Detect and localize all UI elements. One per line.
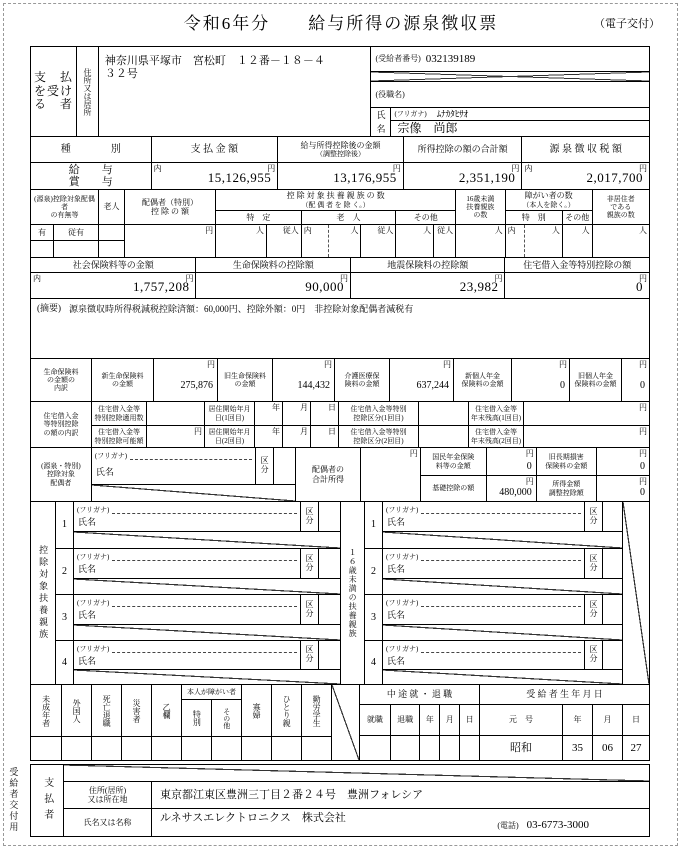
payee-id-block — [370, 47, 649, 136]
old-damage-value: 円 0 — [596, 448, 649, 475]
remarks-row — [31, 298, 649, 358]
old-life-label: 旧生命保険料 の金額 — [217, 359, 272, 401]
under16-row-1: 1 (フリガナ) 氏名 区 分 — [365, 502, 622, 548]
spouse-flag-label: (源泉)控除対象配偶者 の有無等 — [34, 194, 95, 220]
specific-secondary-count: 従人 — [266, 225, 301, 257]
dependents-section — [31, 501, 649, 684]
spouse-income-label: 配偶者の 合計所得 — [295, 448, 360, 501]
foreigner-header: 外国人 — [72, 698, 82, 723]
disaster-value — [122, 736, 151, 760]
mid-year-value — [419, 736, 439, 760]
col-withholding-tax-header: 源 泉 徴 収 税 額 — [521, 137, 649, 162]
payer-box — [30, 764, 650, 837]
mid-day-value — [459, 736, 479, 760]
new-life-cell: 円 275,876 — [153, 359, 217, 401]
new-life-amount: 275,876 — [180, 379, 213, 391]
quake-insurance-cell: 円 23,982 — [351, 272, 505, 298]
payee-name-field — [371, 107, 649, 136]
payee-address-label: 住所又は居所 — [76, 47, 98, 136]
dependent-row-2: 2 (フリガナ) 氏名 区 分 — [56, 548, 340, 594]
has-spouse-value — [31, 241, 53, 257]
spouse-deduction-label: 配偶者（特別） 控 除 の 額 — [142, 197, 199, 216]
spouse-kubun: 区 分 — [255, 448, 273, 484]
minor-value — [31, 736, 61, 760]
housing-apply-count — [146, 402, 204, 425]
housing-deduction-label: 住宅借入金等特別控除の額 — [523, 259, 632, 270]
disabled-special-uchi: 内 — [506, 225, 526, 257]
housing-deduction-amount: 0 — [636, 279, 643, 295]
new-pension-amount: 0 — [560, 379, 565, 391]
col-after-deduction-header: 給与所得控除後の金額 （調整控除後） — [277, 137, 403, 162]
old-pension-label: 旧個人年金 保険料の金額 — [569, 359, 621, 401]
life-insurance-label: 生命保険料の控除額 — [232, 259, 314, 270]
spouse-row — [31, 447, 649, 501]
nonresident-count: 人 — [593, 224, 649, 257]
disabled-special-header: 特 別 — [521, 212, 546, 222]
basic-deduction-label: 基礎控除の額 — [432, 484, 475, 493]
elderly-secondary-count: 従人 — [360, 225, 395, 257]
income-adjust-label: 所得金額 調整控除額 — [536, 476, 596, 501]
payer-address: 東京都江東区豊洲三丁目２番２４号 豊洲フォレシア — [160, 788, 424, 801]
elderly-count: 人 — [350, 226, 359, 235]
mid-month-value — [439, 736, 459, 760]
housing-row-2: 住宅借入金等 特別控除可能額 円 居住開始年月 日(2回目) 年 月 日 住宅借入金等特別 控除区分(2回目) 住宅借入金等 年末残高(2回目) 円 — [91, 425, 649, 447]
elderly-uchi-count: 内 — [301, 225, 329, 257]
after-deduction-amount: 13,176,955 — [333, 170, 397, 186]
payee-role-label: 支 払 を受け る 者 — [33, 69, 73, 112]
payee-name: 宗像 尚郎 — [397, 120, 458, 135]
spouse-flag-block — [31, 190, 124, 257]
leave-value — [390, 736, 420, 760]
under16-row-3: 3 (フリガナ) 氏名 区 分 — [365, 594, 622, 640]
deduction-total-amount: 2,351,190 — [458, 170, 516, 186]
dependents-left-title: 控除対象扶養親族 — [31, 502, 56, 684]
care-medical-label: 介護医療保 険料の金額 — [334, 359, 389, 401]
disabled-title: 障がい者の数 （本人を除く。） — [522, 191, 575, 209]
payer-address-label: 住所(居所) 又は所在地 — [64, 782, 152, 808]
remarks-text: 源泉徴収時所得税減税控除済額：60,000円、控除外額：0円 非控除対象配偶者減税有 — [69, 304, 414, 314]
mid-employment-block: 中 途 就 ・ 退 職 就職 退職 年 月 日 — [359, 685, 479, 760]
life-insurance-amount: 90,000 — [305, 279, 344, 295]
life-detail-row — [31, 358, 649, 401]
spouse-income-value: 円 — [360, 448, 420, 501]
remarks-label: (摘要) — [37, 303, 61, 313]
pay-amount: 15,126,955 — [207, 170, 272, 186]
pay-type: 給 与 賞 与 — [68, 163, 113, 188]
self-disabled-other-value — [211, 737, 241, 760]
withholding-tax-amount: 2,017,700 — [586, 170, 643, 186]
payer-name-label: 氏名又は名称 — [64, 809, 152, 836]
birth-month: 06 — [592, 736, 622, 760]
col-amount-header: 支 払 金 額 — [151, 137, 278, 162]
minor-header: 未成年者 — [41, 694, 51, 727]
under16-left-title: １６歳未満の扶養親族 — [340, 502, 364, 684]
payer-phone: (電話) 03-6773-3000 — [497, 818, 589, 831]
otsu-value — [152, 736, 181, 760]
birth-era: 昭和 — [510, 741, 532, 754]
national-pension-value: 円 0 — [486, 448, 536, 475]
nonresident-label: 非居住者 である 親族の数 — [606, 194, 635, 220]
old-life-amount: 144,432 — [297, 379, 330, 391]
payer-name-row — [64, 808, 649, 836]
under16-row-2: 2 (フリガナ) 氏名 区 分 — [365, 548, 622, 594]
nonresident-block — [592, 190, 649, 257]
widow-header: 寡婦 — [252, 702, 262, 719]
life-insurance-cell: 円 90,000 — [196, 272, 350, 298]
social-insurance-amount: 1,757,208 — [132, 279, 190, 295]
other-secondary-count: 従人 — [433, 225, 455, 257]
spouse-name-block: (フリガナ) 氏名 区 分 — [91, 448, 295, 501]
self-disabled-other-header: その他 — [211, 700, 241, 736]
payee-address: 神奈川県平塚市 宮松町 １２番－１８－４ ３２号 — [98, 47, 371, 136]
recipient-copy-label: 受給者交付用 — [8, 767, 19, 833]
housing-possible-amount: 円 — [146, 426, 204, 447]
self-disabled-special-value — [182, 737, 211, 760]
under16-row-4: 4 (フリガナ) 氏名 区 分 — [365, 640, 622, 684]
under16-block — [455, 190, 505, 257]
widow-value — [242, 736, 271, 760]
disabled-other-count: 人 — [562, 225, 592, 257]
flags-row — [31, 684, 649, 760]
basic-deduction-value: 円 480,000 — [486, 476, 536, 501]
single-parent-header: ひとり親 — [282, 694, 292, 727]
birth-year: 35 — [562, 736, 592, 760]
personal-number-struck-field — [371, 71, 649, 81]
death-retire-value — [92, 736, 121, 760]
self-disabled-header: 本人が障がい者 — [182, 685, 241, 700]
new-pension-label: 新個人年金 保険料の金額 — [453, 359, 511, 401]
counts-row — [31, 189, 649, 257]
social-insurance-label: 社会保険料等の金額 — [72, 259, 154, 270]
mid-employment-header: 中 途 就 ・ 退 職 — [360, 685, 479, 705]
disabled-block — [505, 190, 592, 257]
other-header: その他 — [395, 211, 455, 224]
new-pension-cell: 円 0 — [511, 359, 569, 401]
flags-unused-cell — [331, 685, 359, 760]
death-retire-header: 死亡退職 — [102, 694, 112, 727]
disabled-special-count: 人 — [551, 226, 560, 235]
electronic-delivery-note: （電子交付） — [594, 18, 660, 30]
after-deduction-cell: 円 13,176,955 — [277, 163, 403, 189]
name-label: 氏 名 — [371, 108, 391, 136]
withholding-tax-cell: 内 円 2,017,700 — [521, 163, 649, 189]
elderly-header: 老 人 — [301, 211, 396, 224]
join-value — [360, 736, 390, 760]
life-detail-section-label: 生命保険料 の金額の 内訳 — [43, 367, 79, 393]
dependent-row-3: 3 (フリガナ) 氏名 区 分 — [56, 594, 340, 640]
payer-number-struck-field — [64, 765, 649, 781]
birthdate-block: 受 給 者 生 年 月 日 元 号 年 月 日 昭和 35 06 27 — [479, 685, 649, 760]
payer-name: ルネサスエレクトロニクス 株式会社 — [160, 812, 346, 824]
housing-detail-row — [31, 401, 649, 447]
under16-label: 16歳未満 扶養親族 の数 — [466, 194, 495, 220]
spouse-name-strike — [92, 484, 295, 501]
single-parent-value — [272, 736, 301, 760]
position-field: (役職名) — [371, 81, 649, 107]
payee-furigana: (フリガナ) ﾑﾅｶﾀﾋｻｵ — [391, 108, 649, 121]
spouse-deduction-value: 円 — [125, 224, 215, 257]
col-type-header: 種 別 — [60, 143, 121, 155]
social-insurance-cell: 内 円 1,757,208 — [31, 272, 195, 298]
foreigner-value — [62, 736, 91, 760]
specific-count: 人 — [255, 226, 264, 235]
other-count: 人 — [395, 225, 433, 257]
payee-header-row — [31, 47, 649, 136]
spouse-elderly-value — [98, 241, 124, 257]
dependent-row-4: 4 (フリガナ) 氏名 区 分 — [56, 640, 340, 684]
working-student-value — [302, 736, 331, 760]
old-damage-label: 旧長期損害 保険料の金額 — [536, 448, 596, 475]
disabled-other-header: その他 — [562, 211, 592, 224]
income-adjust-value: 円 0 — [596, 476, 649, 501]
otsu-header: 乙欄 — [162, 702, 172, 719]
new-life-label: 新生命保険料 の金額 — [91, 359, 153, 401]
care-medical-amount: 637,244 — [416, 379, 449, 391]
dependents-count-block — [215, 190, 455, 257]
old-pension-amount: 0 — [640, 379, 645, 391]
specific-header: 特 定 — [246, 212, 271, 222]
col-deduction-total-header: 所得控除の額の合計額 — [403, 137, 522, 162]
secondary-has-spouse-value — [53, 241, 98, 257]
deduction-total-cell: 円 2,351,190 — [403, 163, 522, 189]
self-disabled-special-header: 特別 — [192, 710, 202, 726]
spouse-deduction-block — [124, 190, 215, 257]
old-pension-cell: 円 0 — [621, 359, 649, 401]
secondary-has-spouse-header: 従有 — [53, 225, 98, 240]
payer-section-label: 支払者 — [41, 776, 53, 825]
housing-row-1: 住宅借入金等 特別控除適用数 居住開始年月 日(1回目) 年 月 日 住宅借入金等特別 控除区分(1回目) 住宅借入金等 年末残高(1回目) 円 — [91, 402, 649, 425]
spouse-section-label: (源泉・特別) 控除対象 配偶者 — [41, 462, 81, 487]
quake-insurance-amount: 23,982 — [459, 279, 499, 295]
old-life-cell: 円 144,432 — [272, 359, 334, 401]
self-disabled-block — [181, 685, 241, 760]
spouse-name-label: 氏名 — [95, 466, 114, 477]
dependent-row-1: 1 (フリガナ) 氏名 区 分 — [56, 502, 340, 548]
payment-header-row — [31, 136, 649, 162]
housing-section-label: 住宅借入金 等特別控除 の額の内訳 — [43, 412, 79, 437]
national-pension-label: 国民年金保険 料等の金額 — [432, 453, 475, 470]
payer-address-row — [64, 781, 649, 808]
insurance-row — [31, 257, 649, 298]
working-student-header: 勤労学生 — [312, 694, 322, 727]
page-title: 令和6年分 給与所得の源泉徴収票 — [183, 14, 499, 33]
quake-insurance-label: 地震保険料の控除額 — [387, 259, 469, 270]
under16-count: 人 — [456, 224, 505, 257]
dependents-unused-column — [622, 502, 649, 684]
dependents-count-title: 控 除 対 象 扶 養 親 族 の 数 （配 偶 者 を 除 く。） — [286, 191, 385, 209]
main-form — [30, 46, 650, 761]
payment-value-row — [31, 162, 649, 189]
spouse-elderly-header: 老人 — [98, 190, 124, 224]
housing-deduction-cell: 円 0 — [505, 272, 649, 298]
disaster-header: 災害者 — [132, 698, 142, 723]
care-medical-cell: 円 637,244 — [389, 359, 453, 401]
birthdate-header: 受 給 者 生 年 月 日 — [480, 685, 649, 705]
recipient-number: (受給者番号) 032139189 — [375, 52, 476, 65]
birth-day: 27 — [622, 736, 649, 760]
pay-amount-cell: 内 円 15,126,955 — [151, 163, 278, 189]
has-spouse-header: 有 — [38, 227, 46, 237]
